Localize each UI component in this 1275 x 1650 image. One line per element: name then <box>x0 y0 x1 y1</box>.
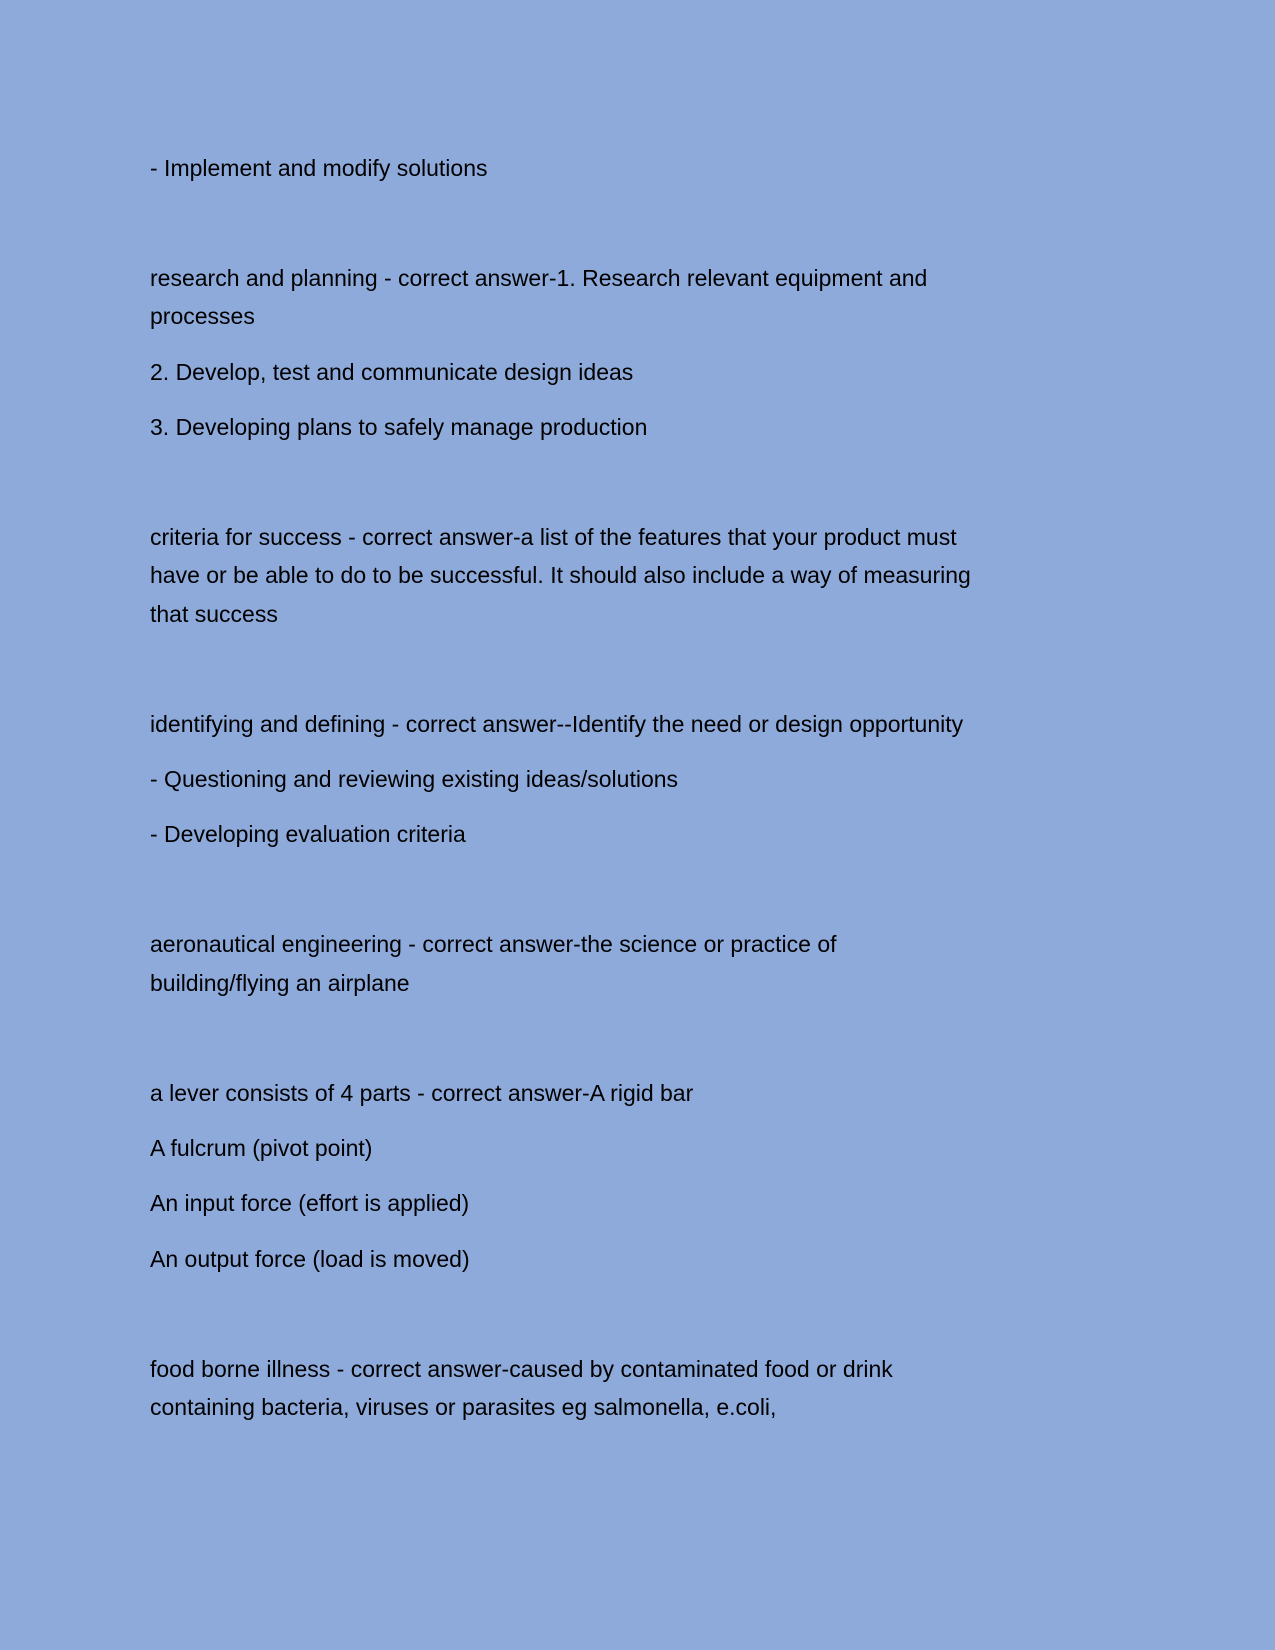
text-line: A fulcrum (pivot point) <box>150 1135 373 1161</box>
text-line: 2. Develop, test and communicate design ideas <box>150 359 634 385</box>
text-line: have or be able to do to be successful. It should also include a way of measuring <box>150 562 971 588</box>
text-line: containing bacteria, viruses or parasites eg salmonella, e.coli, <box>150 1394 777 1420</box>
text-line: that success <box>150 601 278 627</box>
text-line: aeronautical engineering - correct answer-the science or practice of <box>150 931 837 957</box>
text-line: - Questioning and reviewing existing ideas/solutions <box>150 766 679 792</box>
text-line: An input force (effort is applied) <box>150 1190 470 1216</box>
text-line: 3. Developing plans to safely manage production <box>150 414 648 440</box>
text-line: food borne illness - correct answer-caused by contaminated food or drink <box>150 1356 893 1382</box>
text-line: - Implement and modify solutions <box>150 155 488 181</box>
text-line: An output force (load is moved) <box>150 1246 470 1272</box>
text-line: identifying and defining - correct answer--Identify the need or design opportunity <box>150 711 964 737</box>
text-line: processes <box>150 303 255 329</box>
text-line: criteria for success - correct answer-a list of the features that your product must <box>150 524 957 550</box>
text-line: research and planning - correct answer-1. Research relevant equipment and <box>150 265 928 291</box>
text-line: a lever consists of 4 parts - correct answer-A rigid bar <box>150 1080 694 1106</box>
text-line: - Developing evaluation criteria <box>150 821 466 847</box>
text-line: building/flying an airplane <box>150 970 410 996</box>
